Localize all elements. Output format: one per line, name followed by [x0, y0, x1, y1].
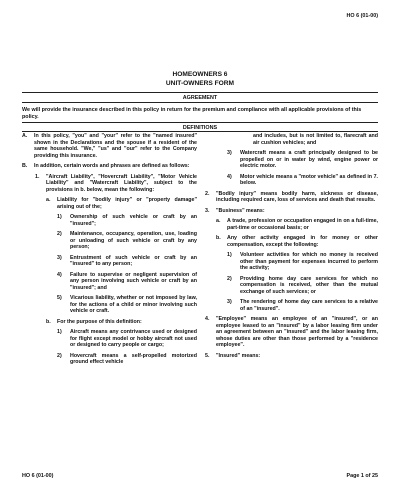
agreement-heading: AGREEMENT	[182, 95, 218, 101]
item-label: b.	[46, 318, 51, 325]
page-number: Page 1 of 25	[346, 473, 378, 479]
item-label: 1.	[35, 173, 40, 180]
item-text: Providing home day care services for which no compensation is received, other than the mutual exchange of such services; or	[240, 275, 378, 295]
item-text: The rendering of home day care services to a relative of an "insured".	[240, 299, 378, 312]
item-label: 5.	[205, 352, 210, 359]
agreement-text: We will provide the insurance described in this policy in return for the premium and compliance with all applicable provisions of this policy.	[22, 107, 362, 120]
item-text: Failure to supervise or negligent supervision of any person involving such vehicle or craft by an "insured"; and	[70, 271, 197, 291]
item-text: "Aircraft Liability", "Hovercraft Liability", "Motor Vehicle Liability" and "Watercraft Liability", subject to the provisions in b. below, mean the following:	[46, 173, 197, 193]
item-label: a.	[216, 218, 221, 224]
item-label: B.	[22, 163, 28, 169]
item-text: "Employee" means an employee of an "insured", or an employee leased to an "insured" by a labor leasing firm under an agreement between an "insured" and the labor leasing firm, whose duties are other than those performed by a "residence employee".	[216, 316, 378, 348]
item-label: 3)	[227, 299, 232, 305]
definition-item	[205, 174, 378, 187]
item-text: In this policy, "you" and "your" refer to the "named insured" shown in the Declarations and the spouse if a resident of the same household. "We," "us" and "our" refer to the Company providing this insurance.	[34, 133, 197, 159]
item-text: Volunteer activities for which no money is received other than payment for expenses incurred to perform the activity;	[240, 252, 378, 271]
divider	[22, 122, 378, 123]
item-text: and includes, but is not limited to, flarecraft and air cushion vehicles; and	[253, 133, 378, 146]
definition-item	[22, 295, 197, 315]
item-label: 3)	[227, 150, 232, 156]
item-label: 5)	[57, 295, 62, 301]
item-text: A trade, profession or occupation engaged in on a full-time, part-time or occasional basis; or	[227, 218, 378, 231]
item-text: Motor vehicle means a "motor vehicle" as defined in 7. below.	[240, 173, 378, 186]
item-text: Maintenance, occupancy, operation, use, loading or unloading of such vehicle or craft by any person;	[70, 231, 197, 250]
item-text: "Bodily injury" means bodily harm, sickness or disease, including required care, loss of services and death that results.	[216, 190, 378, 203]
definition-item	[205, 276, 378, 296]
item-label: 4)	[57, 271, 62, 278]
definition-item	[22, 231, 197, 251]
item-text: Any other activity engaged in for money or other compensation, except the following:	[227, 235, 378, 248]
definition-item	[22, 319, 197, 326]
divider	[22, 102, 378, 103]
item-label: 3.	[205, 207, 210, 214]
form-title: HOMEOWNERS 6	[172, 71, 228, 78]
definition-item	[22, 255, 197, 268]
definition-item	[22, 133, 197, 159]
item-text: For the purpose of this definition:	[57, 318, 142, 325]
definition-item	[205, 299, 378, 312]
form-id-footer: HO 6 (01-00)	[22, 473, 54, 479]
definitions-right-column	[205, 133, 378, 363]
form-id-header: HO 6 (01-00)	[346, 13, 378, 19]
form-subtitle: UNIT-OWNERS FORM	[165, 80, 235, 87]
definition-item	[22, 197, 197, 210]
item-text: Liability for "bodily injury" or "property damage" arising out of the;	[57, 197, 197, 210]
item-text: Entrustment of such vehicle or craft by an "insured" to any person;	[70, 254, 197, 267]
item-label: 2)	[227, 275, 232, 282]
divider	[22, 92, 378, 93]
item-text: Watercraft means a craft principally designed to be propelled on or in water by wind, engine power or electric motor.	[240, 150, 378, 169]
item-label: 1)	[57, 214, 62, 220]
item-label: 4)	[227, 173, 232, 180]
item-label: 1)	[57, 329, 62, 335]
definition-item	[205, 353, 378, 360]
definition-item	[205, 235, 378, 248]
definitions-left-column	[22, 133, 197, 370]
item-label: 4.	[205, 316, 210, 322]
item-label	[240, 133, 253, 146]
item-text: "Business" means:	[216, 207, 265, 214]
item-label: 2.	[205, 190, 210, 197]
definition-item	[22, 214, 197, 227]
definition-item	[22, 353, 197, 366]
definitions-heading: DEFINITIONS	[182, 125, 218, 131]
item-text: In addition, certain words and phrases are defined as follows:	[34, 163, 190, 169]
definition-item	[205, 218, 378, 231]
item-text: Vicarious liability, whether or not imposed by law, for the actions of a child or minor involving such vehicle or craft.	[70, 295, 197, 314]
definition-item	[22, 163, 197, 170]
item-label: A.	[22, 133, 28, 139]
definition-item	[205, 133, 378, 146]
item-label: 3)	[57, 254, 62, 261]
item-label: 1)	[227, 252, 232, 258]
item-text: Hovercraft means a self-propelled motorized ground effect vehicle	[70, 352, 197, 365]
definition-item	[205, 150, 378, 170]
definition-item	[22, 174, 197, 194]
item-label: a.	[46, 197, 51, 203]
definition-item	[22, 329, 197, 349]
definition-item	[205, 316, 378, 349]
item-text: Aircraft means any contrivance used or designed for flight except model or hobby aircraft not used or designed to carry people or cargo;	[70, 329, 197, 348]
definition-item	[205, 191, 378, 204]
item-label: 2)	[57, 231, 62, 237]
item-label: b.	[216, 235, 221, 241]
divider	[22, 131, 378, 132]
definition-item	[205, 208, 378, 215]
item-label: 2)	[57, 352, 62, 359]
item-text: "Insured" means:	[216, 352, 261, 359]
definition-item	[22, 272, 197, 292]
item-text: Ownership of such vehicle or craft by an "insured";	[70, 214, 197, 227]
definition-item	[205, 252, 378, 272]
